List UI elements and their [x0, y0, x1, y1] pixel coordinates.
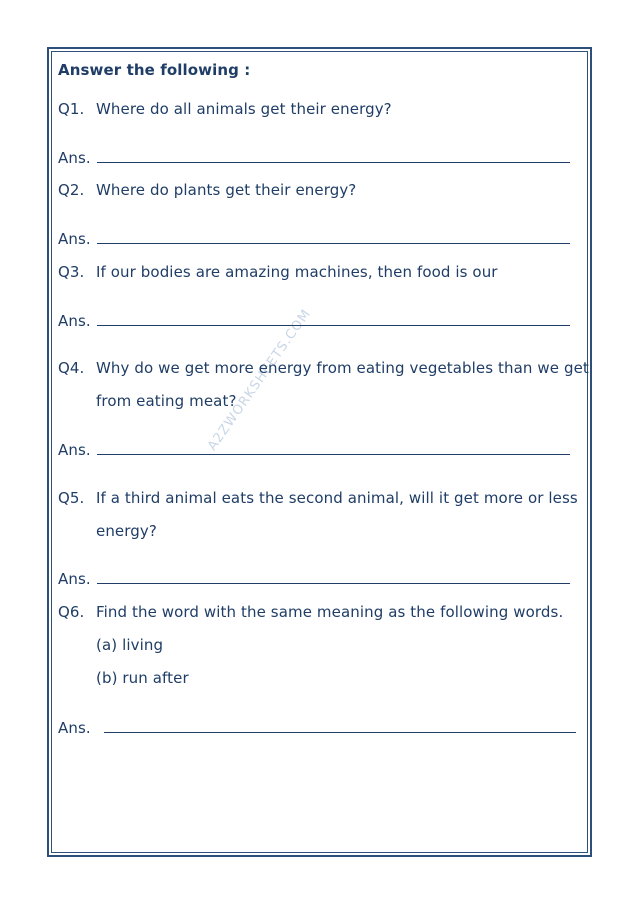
- question-4-text-line-2: from eating meat?: [96, 392, 237, 410]
- answer-6-label: Ans.: [58, 719, 91, 737]
- answer-5-label: Ans.: [58, 570, 91, 588]
- answer-5-line[interactable]: [97, 583, 570, 584]
- answer-2-label: Ans.: [58, 230, 91, 248]
- question-6-option-b: (b) run after: [96, 669, 189, 687]
- answer-1-line[interactable]: [97, 162, 570, 163]
- question-4-number: Q4.: [58, 359, 85, 377]
- question-6-option-a: (a) living: [96, 636, 164, 654]
- answer-2-line[interactable]: [97, 243, 570, 244]
- answer-1-label: Ans.: [58, 149, 91, 167]
- question-2-text: Where do plants get their energy?: [96, 181, 357, 199]
- worksheet-heading: Answer the following :: [58, 61, 251, 79]
- answer-3-line[interactable]: [97, 325, 570, 326]
- answer-6-line[interactable]: [104, 732, 576, 733]
- question-2-number: Q2.: [58, 181, 85, 199]
- answer-4-line[interactable]: [97, 454, 570, 455]
- question-3-number: Q3.: [58, 263, 85, 281]
- question-1-text: Where do all animals get their energy?: [96, 100, 392, 118]
- question-6-text: Find the word with the same meaning as the following words.: [96, 603, 564, 621]
- question-5-text-line-1: If a third animal eats the second animal, will it get more or less: [96, 489, 578, 507]
- answer-4-label: Ans.: [58, 441, 91, 459]
- question-3-text: If our bodies are amazing machines, then food is our: [96, 263, 498, 281]
- question-4-text-line-1: Why do we get more energy from eating vegetables than we get: [96, 359, 589, 377]
- question-1-number: Q1.: [58, 100, 85, 118]
- answer-3-label: Ans.: [58, 312, 91, 330]
- question-5-text-line-2: energy?: [96, 522, 157, 540]
- watermark-text: A2ZWORKSHEETS.COM: [205, 306, 315, 454]
- question-5-number: Q5.: [58, 489, 85, 507]
- question-6-number: Q6.: [58, 603, 85, 621]
